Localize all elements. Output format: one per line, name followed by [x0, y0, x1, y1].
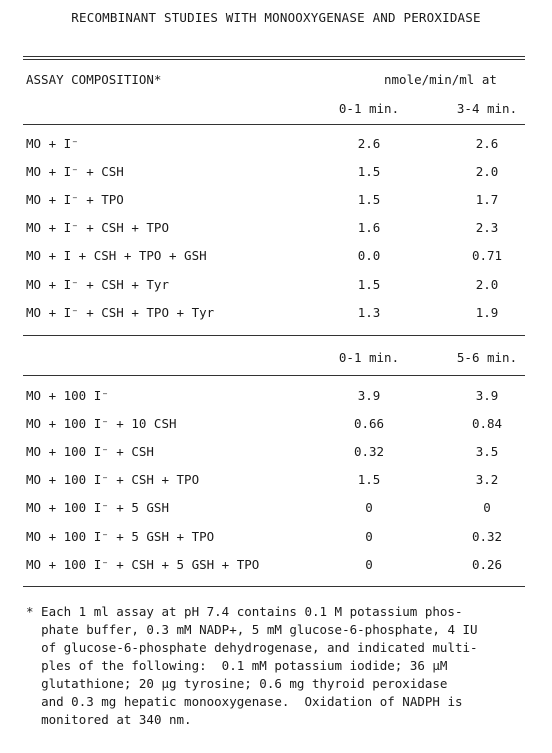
section1-end-rule	[23, 335, 525, 336]
assay-label: MO + I⁻	[26, 136, 79, 151]
value-col2: 1.7	[475, 192, 499, 208]
value-col1: 1.3	[357, 304, 381, 320]
table-bottom-rule	[23, 586, 525, 587]
assay-label: MO + I⁻ + CSH + TPO	[26, 220, 169, 236]
value-col1: 0.66	[353, 416, 385, 432]
value-col2: 0.32	[471, 528, 503, 544]
units-header: nmole/min/ml at	[384, 72, 497, 87]
value-col2: 0	[483, 500, 491, 516]
section2-col2-header: 5-6 min.	[456, 350, 518, 365]
assay-label: MO + I⁻ + CSH	[26, 164, 124, 180]
value-col2: 2.0	[475, 276, 499, 292]
value-col1: 2.6	[357, 136, 381, 151]
value-col1: 0	[365, 500, 373, 516]
value-col1: 1.5	[357, 276, 381, 292]
value-col2: 0.71	[471, 248, 503, 264]
section1-col1-header: 0-1 min.	[338, 101, 400, 116]
assay-label: MO + I⁻ + CSH + TPO + Tyr	[26, 304, 215, 320]
section1-header-rule	[23, 124, 525, 125]
value-col1: 0.0	[357, 248, 381, 264]
assay-label: MO + 100 I⁻ + 5 GSH + TPO	[26, 528, 215, 544]
assay-label: MO + 100 I⁻ + 5 GSH	[26, 500, 169, 516]
assay-label: MO + 100 I⁻	[26, 388, 109, 403]
value-col2: 1.9	[475, 304, 499, 320]
top-rule	[23, 56, 525, 60]
value-col1: 0.32	[353, 444, 385, 460]
value-col1: 1.6	[357, 220, 381, 236]
value-col2: 2.0	[475, 164, 499, 180]
assay-label: MO + I + CSH + TPO + GSH	[26, 248, 207, 264]
assay-label: MO + 100 I⁻ + 10 CSH	[26, 416, 177, 432]
value-col2: 2.6	[475, 136, 499, 151]
page-title: RECOMBINANT STUDIES WITH MONOOXYGENASE AND PEROXIDASE	[71, 10, 481, 25]
value-col2: 0.84	[471, 416, 503, 432]
value-col1: 0	[365, 556, 373, 572]
section2-col1-header: 0-1 min.	[338, 350, 400, 365]
value-col1: 0	[365, 528, 373, 544]
assay-label: MO + I⁻ + CSH + Tyr	[26, 276, 169, 292]
footnote: * Each 1 ml assay at pH 7.4 contains 0.1 M potassium phos- phate buffer, 0.3 mM NADP+, 5 mM glucose-6-phosphate, 4 IU of glucose-6-phosphate dehydrogenase, and indicated multi- ples of the following: 0.1 mM potassium iodide; 36 µM glutathione; 20 µg tyrosine; 0.6 mg thyroid peroxidase and 0.3 mg hepatic monooxygenase. Oxidation of NADPH is monitored at 340 nm.	[26, 604, 478, 727]
value-col2: 3.2	[475, 472, 499, 488]
value-col2: 0.26	[471, 556, 503, 572]
value-col2: 3.9	[475, 388, 499, 403]
value-col1: 3.9	[357, 388, 381, 403]
assay-label: MO + 100 I⁻ + CSH + 5 GSH + TPO	[26, 556, 260, 572]
value-col1: 1.5	[357, 472, 381, 488]
assay-column-header: ASSAY COMPOSITION*	[26, 72, 162, 87]
assay-label: MO + I⁻ + TPO	[26, 192, 124, 208]
value-col2: 3.5	[475, 444, 499, 460]
value-col1: 1.5	[357, 164, 381, 180]
value-col2: 2.3	[475, 220, 499, 236]
value-col1: 1.5	[357, 192, 381, 208]
assay-label: MO + 100 I⁻ + CSH + TPO	[26, 472, 200, 488]
section1-col2-header: 3-4 min.	[456, 101, 518, 116]
assay-label: MO + 100 I⁻ + CSH	[26, 444, 154, 460]
section2-header-rule	[23, 375, 525, 376]
